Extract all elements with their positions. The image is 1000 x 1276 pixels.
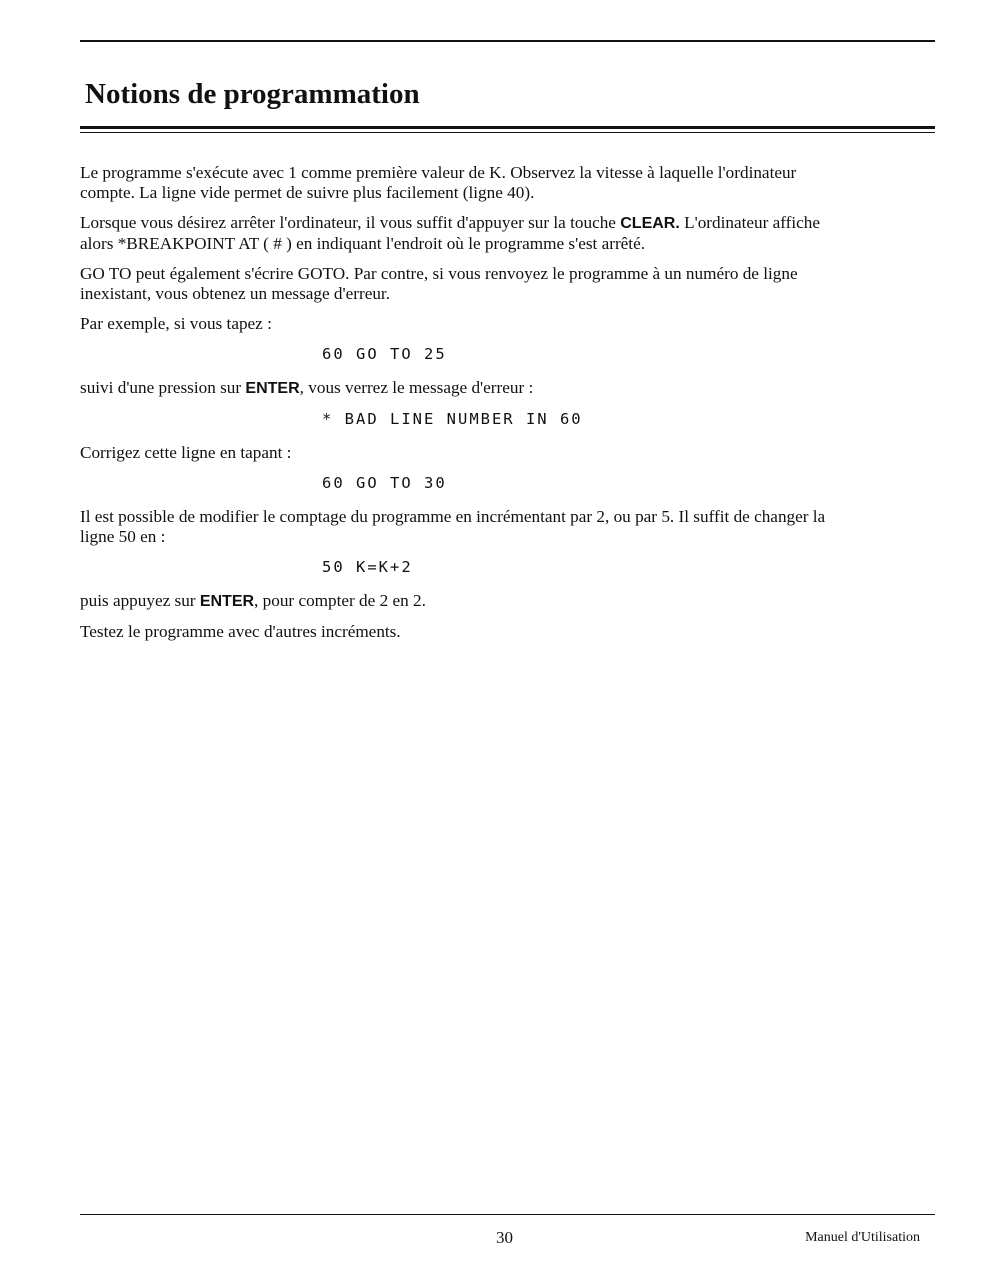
paragraph: Il est possible de modifier le comptage du programme en incrémentant par 2, ou par 5. Il suffit de changer la ligne 50 en : — [80, 507, 826, 546]
paragraph: Le programme s'exécute avec 1 comme première valeur de K. Observez la vitesse à laquelle l'ordinateur compte. La ligne vide permet de suivre plus facilement (ligne 40). — [80, 163, 797, 202]
key-enter: ENTER — [245, 380, 300, 397]
top-rule — [80, 40, 935, 42]
title-rule-thin — [80, 132, 935, 133]
paragraph: Corrigez cette ligne en tapant : — [80, 443, 292, 462]
text-span: Lorsque vous désirez arrêter l'ordinateur, il vous suffit d'appuyer sur la touche — [80, 213, 621, 232]
text-span: suivi d'une pression sur — [80, 378, 246, 397]
paragraph: Par exemple, si vous tapez : — [80, 314, 272, 333]
body-text — [80, 163, 840, 652]
page-number: 30 — [496, 1228, 513, 1247]
code-line: * BAD LINE NUMBER IN 60 — [322, 410, 583, 428]
page-title: Notions de programmation — [85, 78, 420, 110]
text-span: L'ordinateur affiche alors *BREAKPOINT AT ( # ) en indiquant l'endroit où le programme s'est arrêté. — [80, 213, 821, 253]
text-span: , pour compter de 2 en 2. — [254, 591, 426, 610]
bottom-rule — [80, 1214, 935, 1215]
title-rule-thick — [80, 126, 935, 129]
key-enter: ENTER — [199, 593, 255, 610]
paragraph: Testez le programme avec d'autres incréments. — [80, 622, 401, 641]
text-span: , vous verrez le message d'erreur : — [299, 378, 534, 397]
manual-title: Manuel d'Utilisation — [805, 1230, 920, 1245]
key-clear: CLEAR. — [620, 215, 680, 232]
text-span: puis appuyez sur — [80, 591, 200, 610]
paragraph — [80, 378, 840, 399]
paragraph — [80, 591, 840, 612]
paragraph — [80, 213, 840, 254]
code-line: 60 GO TO 30 — [322, 474, 447, 492]
code-line: 60 GO TO 25 — [322, 345, 447, 363]
code-line: 50 K=K+2 — [322, 558, 413, 576]
paragraph: GO TO peut également s'écrire GOTO. Par contre, si vous renvoyez le programme à un numéro de ligne inexistant, vous obtenez un message d'erreur. — [80, 264, 798, 303]
